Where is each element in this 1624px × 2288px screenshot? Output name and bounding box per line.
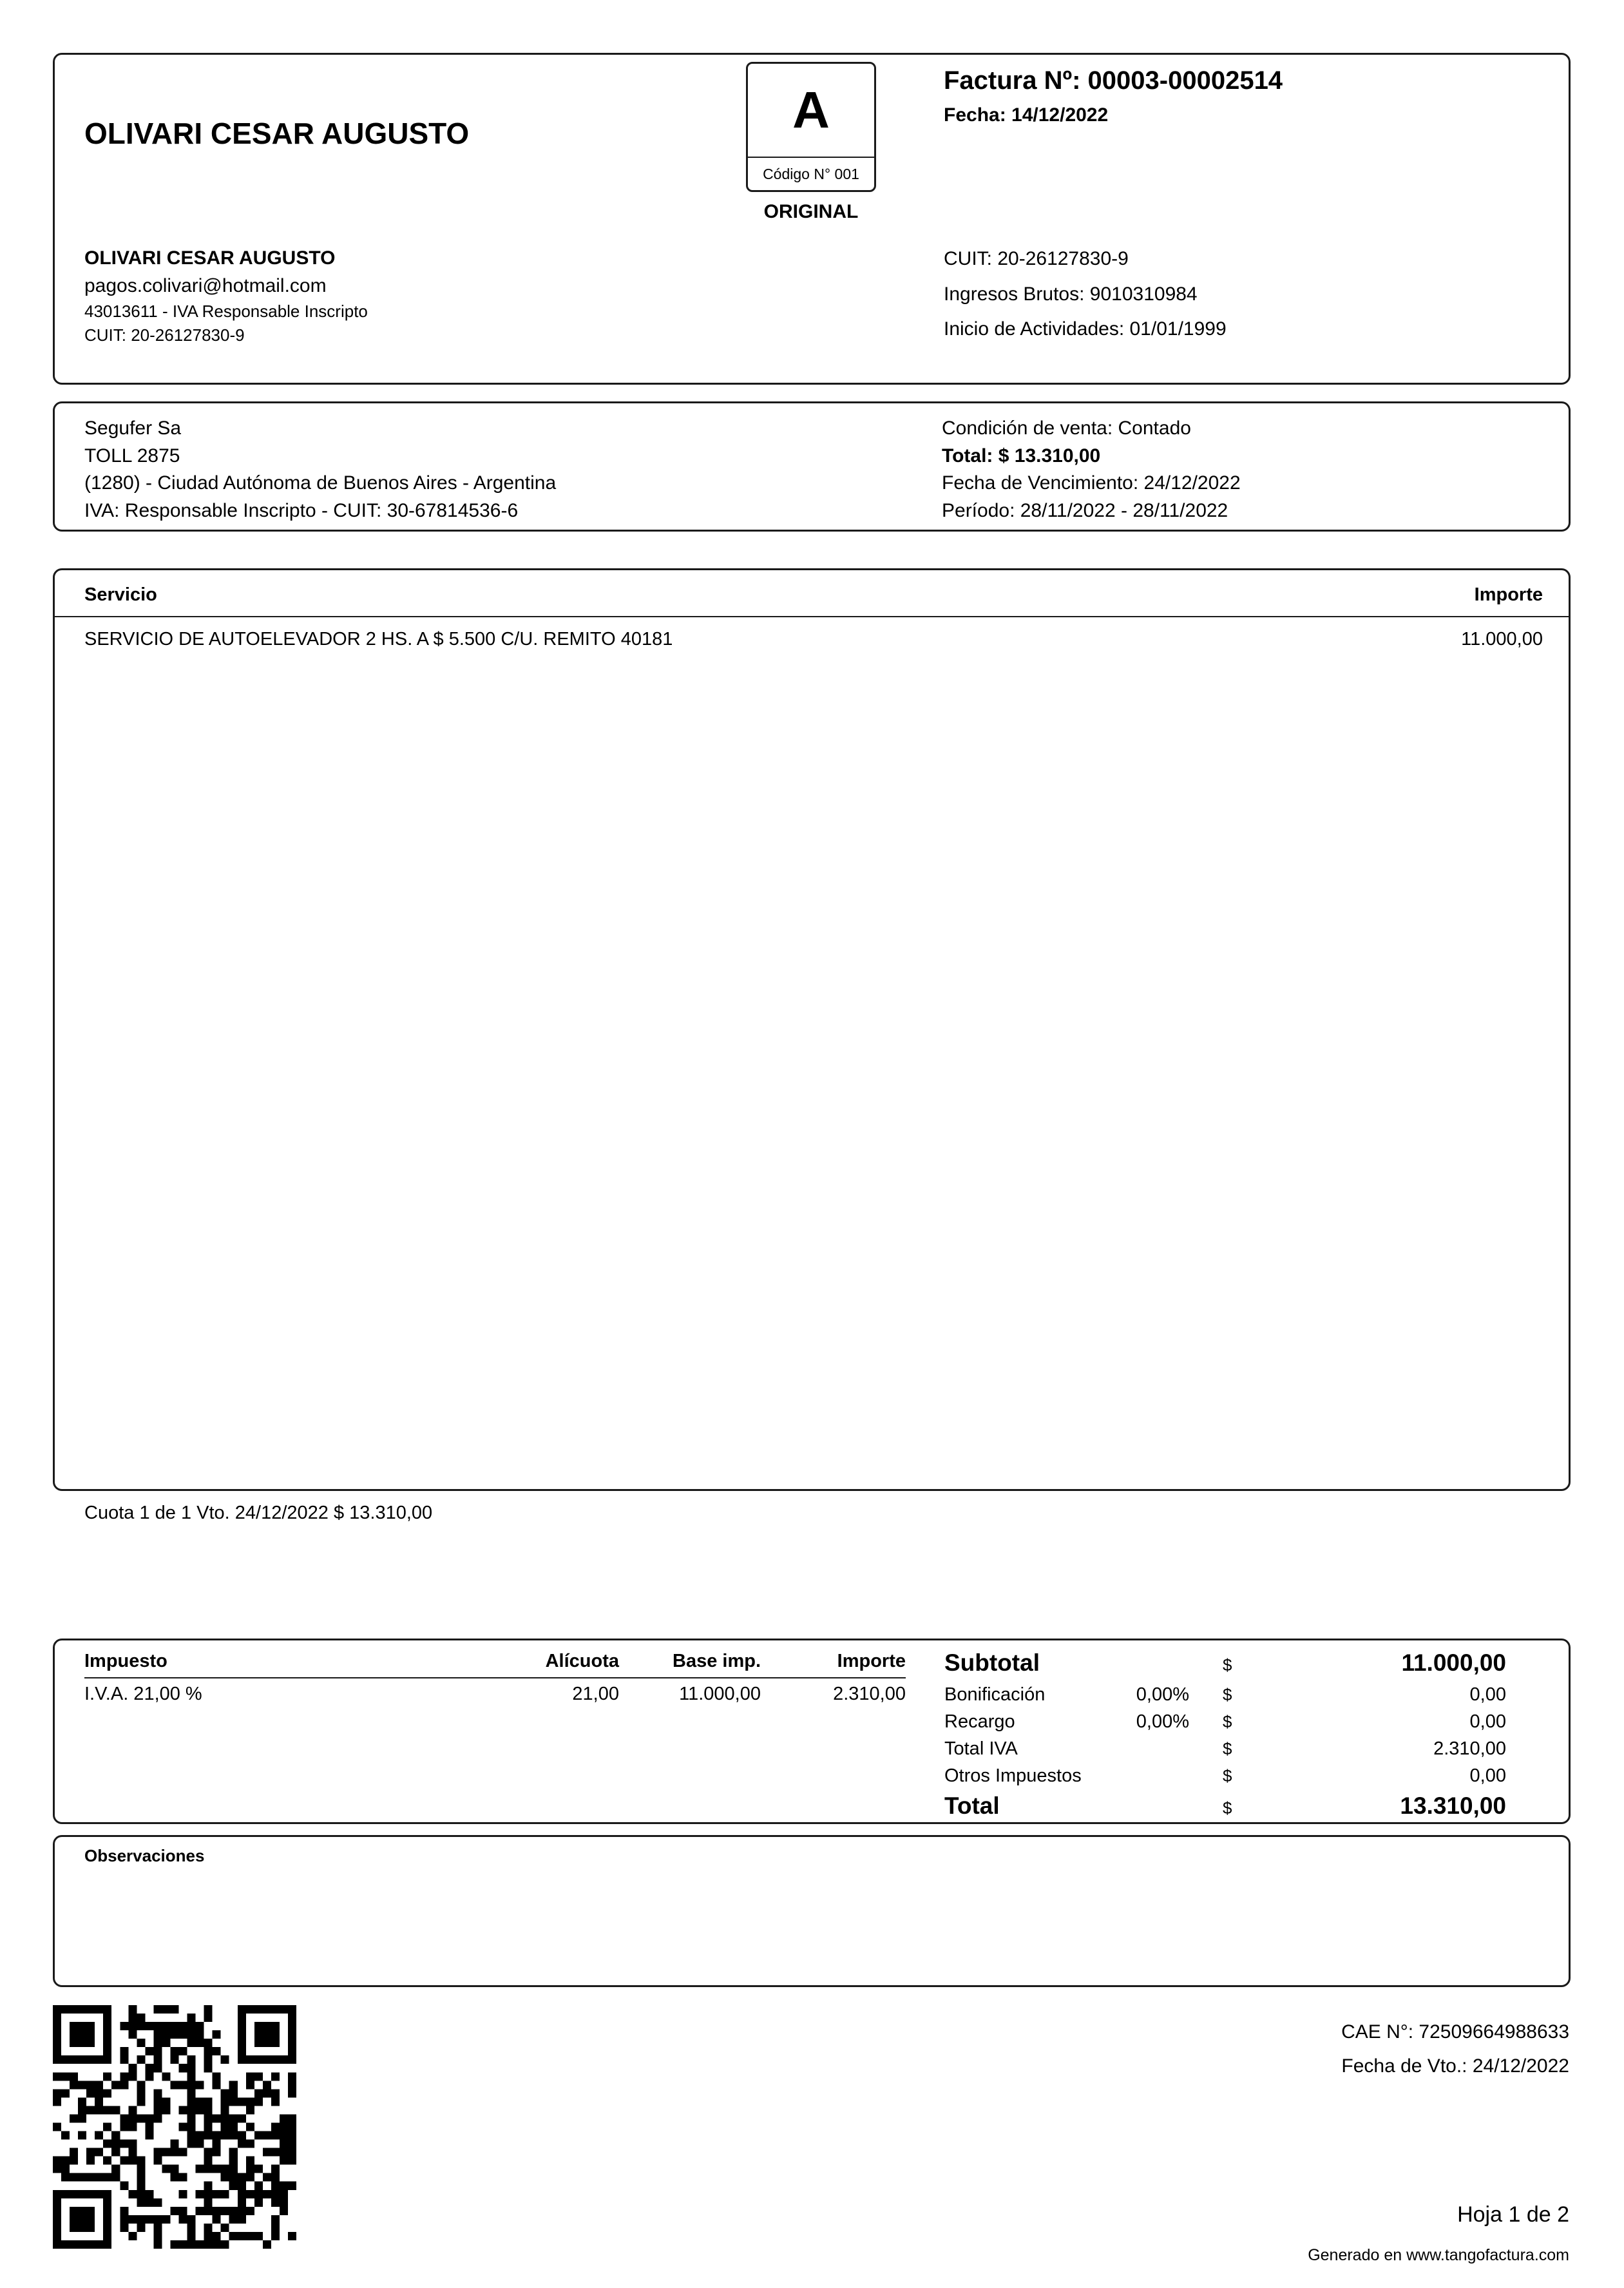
tax-base: 11.000,00 bbox=[679, 1684, 761, 1704]
cuota-line: Cuota 1 de 1 Vto. 24/12/2022 $ 13.310,00 bbox=[84, 1503, 433, 1523]
total-row bbox=[944, 1793, 1506, 1820]
total-line: Total: $ 13.310,00 bbox=[942, 445, 1101, 466]
items-box bbox=[53, 568, 1571, 1491]
currency-sign: $ bbox=[1223, 1655, 1232, 1675]
totals-summary bbox=[944, 1649, 1506, 1827]
otros-impuestos-row bbox=[944, 1765, 1506, 1787]
invoice-date: Fecha: 14/12/2022 bbox=[944, 104, 1109, 126]
issuer-cuit: CUIT: 20-26127830-9 bbox=[84, 325, 245, 345]
items-header-amount: Importe bbox=[1474, 584, 1543, 605]
customer-info bbox=[55, 403, 942, 530]
customer-iva: IVA: Responsable Inscripto - CUIT: 30-67814536-6 bbox=[84, 499, 519, 521]
original-label: ORIGINAL bbox=[763, 201, 859, 222]
observaciones-label: Observaciones bbox=[84, 1846, 205, 1865]
currency-sign: $ bbox=[1223, 1798, 1232, 1818]
fiscal-block bbox=[944, 242, 1227, 347]
total-label: Total bbox=[944, 1793, 1000, 1819]
bonificacion-label: Bonificación bbox=[944, 1684, 1046, 1705]
recargo-percent: 0,00% bbox=[1136, 1711, 1189, 1732]
tax-table-header bbox=[84, 1651, 906, 1678]
customer-city: (1280) - Ciudad Autónoma de Buenos Aires - Argentina bbox=[84, 472, 557, 494]
condicion-venta: Condición de venta: Contado bbox=[942, 418, 1191, 439]
bonificacion-row bbox=[944, 1684, 1506, 1706]
subtotal-label: Subtotal bbox=[944, 1649, 1040, 1676]
issuer-email: pagos.colivari@hotmail.com bbox=[84, 274, 327, 296]
taxes-box bbox=[53, 1639, 1571, 1824]
periodo: Período: 28/11/2022 - 28/11/2022 bbox=[942, 499, 1228, 521]
recargo-row bbox=[944, 1711, 1506, 1733]
otros-impuestos-label: Otros Impuestos bbox=[944, 1765, 1082, 1786]
customer-name: Segufer Sa bbox=[84, 418, 182, 439]
issuer-block bbox=[84, 245, 368, 347]
total-iva-row bbox=[944, 1738, 1506, 1760]
invoice-head bbox=[944, 66, 1283, 126]
total-iva-label: Total IVA bbox=[944, 1738, 1018, 1759]
subtotal-value: 11.000,00 bbox=[1401, 1649, 1506, 1676]
tax-header-impuesto: Impuesto bbox=[84, 1651, 167, 1671]
qr-code bbox=[53, 2005, 296, 2249]
item-amount: 11.000,00 bbox=[1461, 629, 1543, 649]
observaciones-box bbox=[53, 1835, 1571, 1987]
bonificacion-value: 0,00 bbox=[1469, 1684, 1506, 1705]
total-iva-value: 2.310,00 bbox=[1433, 1738, 1506, 1759]
currency-sign: $ bbox=[1223, 1712, 1232, 1731]
generated-by: Generado en www.tangofactura.com bbox=[1308, 2246, 1569, 2264]
cae-block bbox=[1341, 2015, 1569, 2083]
bonificacion-percent: 0,00% bbox=[1136, 1684, 1189, 1705]
recargo-value: 0,00 bbox=[1469, 1711, 1506, 1732]
cae-vto: Fecha de Vto.: 24/12/2022 bbox=[1341, 2055, 1569, 2077]
recargo-label: Recargo bbox=[944, 1711, 1015, 1732]
items-header bbox=[55, 570, 1569, 617]
subtotal-row bbox=[944, 1649, 1506, 1677]
currency-sign: $ bbox=[1223, 1766, 1232, 1785]
customer-address: TOLL 2875 bbox=[84, 445, 180, 466]
tax-header-alicuota: Alícuota bbox=[545, 1651, 619, 1671]
invoice-number: Factura Nº: 00003-00002514 bbox=[944, 66, 1283, 95]
item-row bbox=[55, 617, 1569, 650]
invoice-type-box bbox=[746, 62, 876, 192]
items-header-service: Servicio bbox=[84, 584, 157, 605]
currency-sign: $ bbox=[1223, 1739, 1232, 1758]
total-value: 13.310,00 bbox=[1400, 1793, 1506, 1819]
issuer-cuit-line: CUIT: 20-26127830-9 bbox=[944, 248, 1129, 269]
tax-rate: 21,00 bbox=[572, 1684, 619, 1704]
cae-number: CAE N°: 72509664988633 bbox=[1341, 2021, 1569, 2043]
tax-row bbox=[84, 1678, 906, 1705]
fecha-vencimiento: Fecha de Vencimiento: 24/12/2022 bbox=[942, 472, 1241, 494]
invoice-type-letter: A bbox=[792, 81, 830, 139]
currency-sign: $ bbox=[1223, 1685, 1232, 1704]
item-service: SERVICIO DE AUTOELEVADOR 2 HS. A $ 5.500 C/U. REMITO 40181 bbox=[84, 629, 673, 649]
tax-header-importe: Importe bbox=[837, 1651, 906, 1671]
otros-impuestos-value: 0,00 bbox=[1469, 1765, 1506, 1786]
invoice-type-code: Código N° 001 bbox=[748, 157, 874, 190]
company-name: OLIVARI CESAR AUGUSTO bbox=[84, 117, 470, 150]
inicio-actividades-line: Inicio de Actividades: 01/01/1999 bbox=[944, 318, 1227, 340]
customer-box bbox=[53, 401, 1571, 532]
tax-header-base: Base imp. bbox=[673, 1651, 761, 1671]
ingresos-brutos-line: Ingresos Brutos: 9010310984 bbox=[944, 283, 1198, 305]
page-number: Hoja 1 de 2 bbox=[1457, 2202, 1569, 2227]
issuer-name: OLIVARI CESAR AUGUSTO bbox=[84, 247, 336, 269]
sale-terms bbox=[942, 403, 1241, 530]
issuer-iva-condition: 43013611 - IVA Responsable Inscripto bbox=[84, 302, 368, 322]
tax-name: I.V.A. 21,00 % bbox=[84, 1684, 202, 1704]
tax-amount: 2.310,00 bbox=[833, 1684, 906, 1704]
tax-table bbox=[84, 1651, 906, 1705]
